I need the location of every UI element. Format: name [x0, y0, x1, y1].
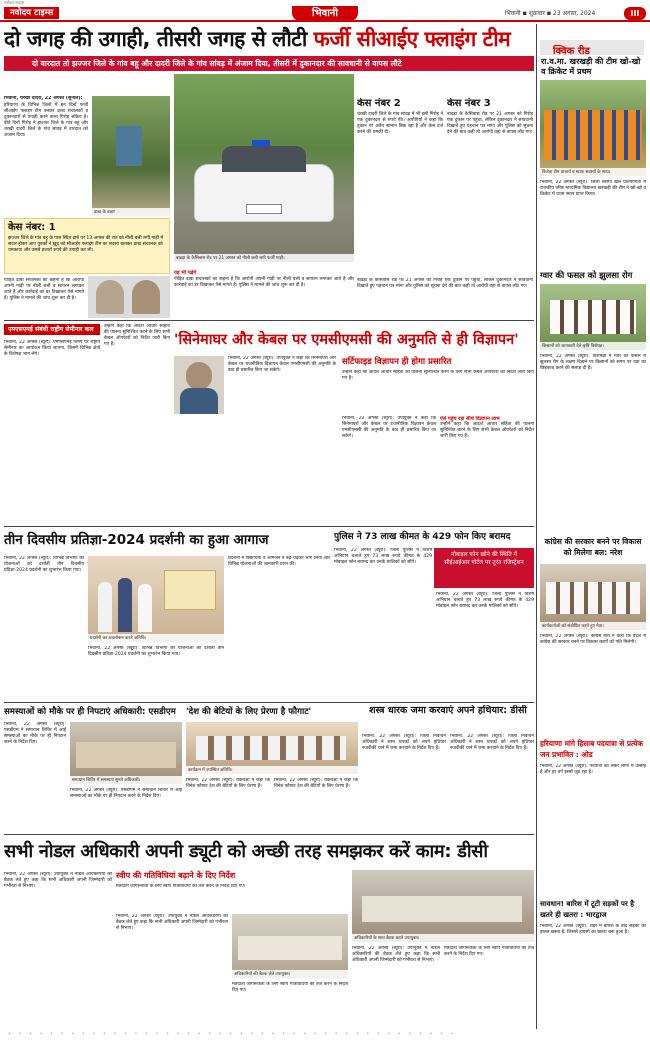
sdm-photo — [70, 722, 182, 784]
page-number: III — [624, 7, 646, 20]
sdm-headline: समस्याओं को मौके पर ही निपटाएं अधिकारी: एसडीएम — [4, 707, 176, 717]
dc-portrait-face — [186, 362, 212, 390]
case1-title: केस नंबर: 1 — [8, 222, 56, 233]
quick-read-label: क्विक रीड — [553, 46, 590, 57]
case2-title: केस नंबर 2 — [357, 98, 401, 109]
arms-headline: शस्त्र धारक जमा करवाएं अपने हथियार: डीसी — [369, 705, 527, 716]
car-photo-caption: बाढड़ा के कैसिवास रोड पर 21 अगस्त को नीली बत्ती लगी फर्जी गाड़ी। — [174, 254, 354, 262]
nodal-body-4: भिवानी, 22 अगस्त (ब्यूरो): उपायुक्त ने नोडल अधिकारियों की बैठक लेते हुए कहा कि सभी अधिकारी अपनी जिम्मेदारी को गंभीरता से निभाएं। — [352, 946, 440, 963]
phogat-body-2: भिवानी, 22 अगस्त (ब्यूरो): वक्ताओं ने कहा कि विनेश फौगाट देश की बेटियों के लिए प्रेरणा हैं। — [274, 778, 358, 789]
roads-body: भिवानी, 22 अगस्त (ब्यूरो): शहर में बारिश के बाद सड़कों की हालत खस्ता है, जिससे हादसों का खतरा बना हुआ है। — [540, 924, 646, 935]
dc-portrait — [174, 356, 224, 414]
case3-column — [447, 98, 533, 274]
accused-portrait-2 — [132, 280, 160, 314]
quick-read-headline: रा.व.मा. खरखड़ी की टीम खो-खो व क्रिकेट में प्रथम — [541, 57, 641, 76]
nodal-headline: सभी नोडल अधिकारी अपनी ड्यूटी को अच्छी तरह समझकर करें काम: डीसी — [4, 841, 488, 862]
cinema-body-4 — [440, 416, 534, 522]
lead-read-also: यह भी पढ़ेंगे — [174, 270, 197, 276]
pratigya-body-2: प्रदर्शनी में विद्यार्थियों व आमजन ने बढ़-चढ़कर भाग लिया और विभिन्न योजनाओं की जानकारी प्राप्त की। — [228, 556, 330, 567]
congress-headline: कांग्रेस की सरकार बनने पर विकास को मिलेगा बल: नरेश — [544, 537, 642, 557]
lead-continuation-body: पीड़ित ढाबा संचालकों का कहना है कि आरोपी अपनी गाड़ी पर नीली बत्ती व सायरन लगाकर आते हैं और कार्रवाई का डर दिखाकर पैसे मांगते हैं। पुलिस ने मामले की जांच शुरू कर दी है। — [174, 277, 354, 288]
lead-body-col2: पीड़ित ढाबा संचालकों का कहना है कि आरोपी अपनी गाड़ी पर नीली बत्ती व सायरन लगाकर आते हैं और कार्रवाई का डर दिखाकर पैसे मांगते हैं। पुलिस ने मामले की जांच शुरू कर दी है। — [4, 278, 84, 301]
lead-headline — [4, 24, 534, 54]
lead-photo-dhaba — [92, 96, 170, 216]
quick-read-body: भिवानी, 22 अगस्त (ब्यूरो): जिला स्तरीय खेल प्रतियोगिता में राजकीय वरिष्ठ माध्यमिक विद्यालय खरखड़ी की टीम ने खो-खो व क्रिकेट में प्रथम स्थान प्राप्त किया। — [540, 180, 646, 197]
divider — [4, 526, 534, 527]
ceir-highlight-box: मोबाइल फोन खोने की स्थिति में सीईआईआर पोर्टल पर तुरंत रजिस्ट्रेशन — [434, 548, 534, 588]
dc-portrait-body — [180, 388, 218, 414]
brand-logo: नवोदय टाइम्स — [4, 7, 59, 19]
phogat-caption: कार्यक्रम में उपस्थित अतिथि। — [186, 766, 358, 774]
nodal-photo-2 — [352, 870, 534, 942]
meeting-table — [76, 742, 176, 768]
column-divider — [536, 24, 537, 1029]
farmers-group — [550, 300, 636, 334]
accused-portrait-1 — [96, 280, 124, 314]
police-headline-text: पुलिस ने 73 लाख कीमत के 429 फोन किए बरामद — [334, 532, 511, 542]
lead-continuation-2: बाढड़ा के कैसिवास रोड पर 21 अगस्त को गिरोह एक दुकान पर पहुंचा, लेकिन दुकानदार ने सावधानी दिखाते हुए पहचान पत्र मांगा और पुलिस को सूचना देने की बात कही तो आरोपी वहां से वापस लौट गए। — [357, 278, 533, 289]
congress-caption: कार्यकर्ताओं को संबोधित करते हुए नेता। — [540, 622, 646, 630]
case2-body: चरखी दादरी जिले के गांव सांवड़ में भी इसी गिरोह ने एक दुकानदार से रुपये ऐंठे। आरोपियों ने कहा कि दुकान पर अवैध सामान बिक रहा है और केस दर्ज करने की धमकी दी। — [357, 112, 443, 135]
nodal-body-2: भिवानी, 22 अगस्त (ब्यूरो): उपायुक्त ने नोडल अधिकारियों की बैठक लेते हुए कहा कि सभी अधिकारी अपनी जिम्मेदारी को गंभीरता से निभाएं। — [116, 914, 228, 931]
visitor-3 — [138, 584, 152, 632]
lead-body-col1 — [4, 96, 88, 216]
fake-car-photo — [174, 74, 354, 262]
cinema-headline: 'सिनेमाघर और केबल पर एमसीएमसी की अनुमति से ही विज्ञापन' — [174, 332, 519, 348]
pratigya-body: भिवानी, 22 अगस्त (ब्यूरो): विभिन्न विभागों की योजनाओं को दर्शाती तीन दिवसीय प्रतिज्ञा-2024 प्रदर्शनी का शुभारंभ किया गया। — [4, 556, 84, 573]
nodal-body-5: मतदाता जागरूकता के लिए स्वीप गतिविधियों को तेज करने के निर्देश दिए गए। — [444, 946, 534, 957]
lead-headline-red: फर्जी सीआईए फ्लाइंग टीम — [313, 27, 511, 51]
divider — [4, 834, 534, 835]
sweep-subhead: स्वीप की गतिविधियां बढ़ाने के दिए निर्देश — [116, 871, 236, 880]
padyatra-body: भिवानी, 22 अगस्त (ब्यूरो): पदयात्रा को लेकर लोगों में उत्साह है और हर वर्ग इससे जुड़ रहा है। — [540, 764, 646, 775]
pratigya-headline-text: तीन दिवसीय प्रतिज्ञा-2024 प्रदर्शनी का हुआ आगाज — [4, 532, 269, 548]
dhaba-sign — [116, 126, 142, 166]
padyatra-headline: हरियाणा मांगे हिसाब पदयात्रा से प्रत्येक जन प्रभावित : ओड — [540, 739, 643, 759]
exhibition-stall — [164, 570, 216, 610]
case1-box — [4, 218, 170, 274]
car-windshield — [222, 146, 306, 172]
police-body-2: भिवानी, 22 अगस्त (ब्यूरो): जिला पुलिस ने विशेष अभियान चलाते हुए 73 लाख रुपये कीमत के 429 मोबाइल फोन बरामद कर उनके मालिकों को सौंपे। — [436, 592, 534, 609]
nodal-photo — [232, 914, 348, 978]
police-body: भिवानी, 22 अगस्त (ब्यूरो): जिला पुलिस ने विशेष अभियान चलाते हुए 73 लाख रुपये कीमत के 429 मोबाइल फोन बरामद कर उनके मालिकों को सौंपे। — [334, 548, 432, 565]
guar-headline: ग्वार की फसल को झुलसा रोग — [540, 270, 633, 280]
police-headline — [334, 530, 534, 544]
msme-body: भिवानी, 22 अगस्त (ब्यूरो): एमएसएमई विषय पर राष्ट्रीय सेमीनार का आयोजन किया जाएगा, जिसमें विभिन्न क्षेत्रों के विशेषज्ञ भाग लेंगे। — [4, 340, 100, 357]
edition-title: भिवानी — [292, 6, 358, 21]
divider — [4, 702, 534, 703]
cinema-read-also: ऐसे पहुंच रहा सीधे विज्ञापन लाभ — [440, 416, 500, 422]
msme-body-2: उन्होंने कहा कि आदर्श आचार संहिता की पालना सुनिश्चित करने के लिए सभी केबल ऑपरेटरों को निर्देश जारी किए गए हैं। — [104, 324, 170, 347]
case2-column — [357, 98, 443, 274]
dateline: भिवानी ◾ शुक्रवार ◾ 23 अगस्त, 2024 — [505, 10, 596, 17]
footer-dots: • • • • • • • • • • • • • • • • • • • • • • • • • • • • • • • • • • • • • • • • • • • — [8, 1031, 457, 1037]
congress-body: भिवानी, 22 अगस्त (ब्यूरो): कांग्रेस नेता ने कहा कि प्रदेश में कांग्रेस की सरकार बनने पर विकास कार्यों को गति मिलेगी। — [540, 634, 646, 645]
visitor-1 — [98, 582, 112, 632]
lead-photo-caption: ढाबा के बाहर — [92, 208, 170, 216]
sdm-body-2: भिवानी, 22 अगस्त (ब्यूरो): एसडीएम ने समाधान शिविर में आई समस्याओं का मौके पर ही निपटान करने के निर्देश दिए। — [70, 788, 182, 799]
lead-headline-black: दो जगह की उगाही, तीसरी जगह से लौटी — [4, 27, 307, 51]
masthead — [0, 6, 650, 22]
visitor-2 — [118, 578, 132, 632]
phogat-headline: 'देश की बेटियों के लिए प्रेरणा है फौगाट' — [186, 707, 312, 717]
accused-photo — [88, 276, 170, 318]
guar-photo — [540, 284, 646, 350]
case3-title: केस नंबर 3 — [447, 98, 491, 109]
cinema-body-2: उन्होंने कहा कि आदर्श आचार संहिता की पालना सुनिश्चित करने के लिए सभी केबल ऑपरेटरों को निर्देश जारी किए गए हैं। — [342, 370, 534, 381]
nodal-body: भिवानी, 22 अगस्त (ब्यूरो): उपायुक्त ने नोडल अधिकारियों की बैठक लेते हुए कहा कि सभी अधिकारी अपनी जिम्मेदारी को गंभीरता से निभाएं। — [4, 872, 112, 889]
nodal-body-3: मतदाता जागरूकता के लिए स्वीप गतिविधियों को तेज करने के निर्देश दिए गए। — [232, 982, 348, 993]
pratigya-caption: प्रदर्शनी का अवलोकन करते अतिथि। — [88, 634, 224, 642]
certified-ad-subhead: सर्टिफाइड विज्ञापन ही होगा प्रसारित — [342, 357, 452, 367]
lead-continuation — [174, 270, 354, 316]
topline: नवोदय टाइम्स — [4, 0, 25, 5]
pratigya-body-3: भिवानी, 22 अगस्त (ब्यूरो): विभिन्न विभागों की योजनाओं को दर्शाती तीन दिवसीय प्रतिज्ञा-2024 प्रदर्शनी का शुभारंभ किया गया। — [88, 646, 224, 657]
msme-headline: एमएसएमई संबंधी राष्ट्रीय सेमीनार कल — [4, 324, 100, 335]
sdm-body: भिवानी, 22 अगस्त (ब्यूरो): एसडीएम ने समाधान शिविर में आई समस्याओं का मौके पर ही निपटान करने के निर्देश दिए। — [4, 722, 66, 745]
pratigya-photo — [88, 556, 224, 642]
phogat-photo — [186, 722, 358, 774]
meeting-table-2 — [238, 936, 342, 960]
cinema-body-4-text: उन्होंने कहा कि आदर्श आचार संहिता की पालना सुनिश्चित करने के लिए सभी केबल ऑपरेटरों को निर्देश जारी किए गए हैं। — [440, 422, 534, 439]
number-plate — [246, 204, 282, 214]
kho-kho-team-photo — [540, 80, 646, 176]
audience-row — [196, 736, 346, 760]
nodal-photo-2-caption: अधिकारियों के साथ बैठक करते उपायुक्त। — [352, 934, 534, 942]
case1-body: झज्जर जिले के गांव बहू के पास स्थित ढाबे पर 13 अगस्त की रात को नीली बत्ती लगी गाड़ी में सवार होकर आए युवकों ने खुद को सीआईए फ्लाइंग टीम का सदस्य बताकर ढाबा संचालक को धमकाया और उससे हजारों रुपये की उगाही कर ली। — [8, 236, 164, 253]
cinema-body: भिवानी, 22 अगस्त (ब्यूरो): उपायुक्त ने कहा कि सिनेमाघरों और केबल पर राजनीतिक विज्ञापन केवल एमसीएमसी की अनुमति के बाद ही प्रसारित किए जा सकेंगे। — [228, 356, 336, 373]
arms-body-2: भिवानी, 22 अगस्त (ब्यूरो): जिला निर्वाचन अधिकारी ने शस्त्र धारकों को अपने हथियार नजदीकी थाने में जमा करवाने के निर्देश दिए हैं। — [450, 734, 534, 751]
case3-body: बाढड़ा के कैसिवास रोड पर 21 अगस्त को गिरोह एक दुकान पर पहुंचा, लेकिन दुकानदार ने सावधानी दिखाते हुए पहचान पत्र मांगा और पुलिस को सूचना देने की बात कही तो आरोपी वहां से वापस लौट गए। — [447, 112, 533, 135]
lead-byline: भिवानी, चरखी दादरी, 22 अगस्त (सुनील): — [4, 96, 83, 101]
cinema-body-3: भिवानी, 22 अगस्त (ब्यूरो): उपायुक्त ने कहा कि सिनेमाघरों और केबल पर राजनीतिक विज्ञापन केवल एमसीएमसी की अनुमति के बाद ही प्रसारित किए जा सकेंगे। — [342, 416, 436, 439]
congress-photo — [540, 564, 646, 630]
pratigya-headline — [4, 528, 330, 552]
arms-body: भिवानी, 22 अगस्त (ब्यूरो): जिला निर्वाचन अधिकारी ने शस्त्र धारकों को अपने हथियार नजदीकी थाने में जमा करवाने के निर्देश दिए हैं। — [362, 734, 446, 751]
sweep-body: मतदाता जागरूकता के लिए स्वीप गतिविधियों को तेज करने के निर्देश दिए गए। — [116, 884, 246, 889]
quick-read-caption: विजेता टीम प्राचार्य व स्टाफ सदस्यों के साथ। — [540, 168, 646, 176]
roads-headline: सावधान! बारिश में टूटी सड़कों पर है खतरे ही खतरा : भारद्वाज — [540, 899, 635, 919]
sdm-caption: समाधान शिविर में समस्याएं सुनते अधिकारी। — [70, 776, 182, 784]
blue-beacon — [252, 140, 270, 146]
divider — [4, 320, 534, 321]
workers-group — [546, 582, 640, 614]
team-players — [544, 110, 642, 160]
guar-body: भिवानी, 22 अगस्त (ब्यूरो): विशेषज्ञों ने ग्वार की फसल में झुलसा रोग के लक्षण दिखने पर किसानों को समय पर दवा का छिड़काव करने की सलाह दी है। — [540, 354, 646, 371]
phogat-body: भिवानी, 22 अगस्त (ब्यूरो): वक्ताओं ने कहा कि विनेश फौगाट देश की बेटियों के लिए प्रेरणा हैं। — [186, 778, 270, 789]
lead-subhead: दो वारदात तो झज्जर जिले के गांव बहू और दादरी जिले के गांव सांवड़ में अंजाम दिया, तीसरी में दुकानदार की सावधानी से वापस लौटे — [4, 56, 534, 71]
meeting-table-3 — [362, 896, 522, 922]
nodal-photo-caption: अधिकारियों की बैठक लेते उपायुक्त। — [232, 970, 348, 978]
guar-caption: किसानों को जानकारी देते कृषि विशेषज्ञ। — [540, 342, 646, 350]
lead-body1: हरियाणा के विभिन्न जिलों में इन दिनों फर्जी सीआईए फ्लाइंग टीम बनकर ढाबा संचालकों व दुकानदारों से उगाही करने वाला गिरोह सक्रिय है। बीते दिनों गिरोह ने झज्जर जिले के गांव बहू और चरखी दादरी जिले के गांव सांवड़ में वारदात को अंजाम दिया। — [4, 103, 88, 138]
